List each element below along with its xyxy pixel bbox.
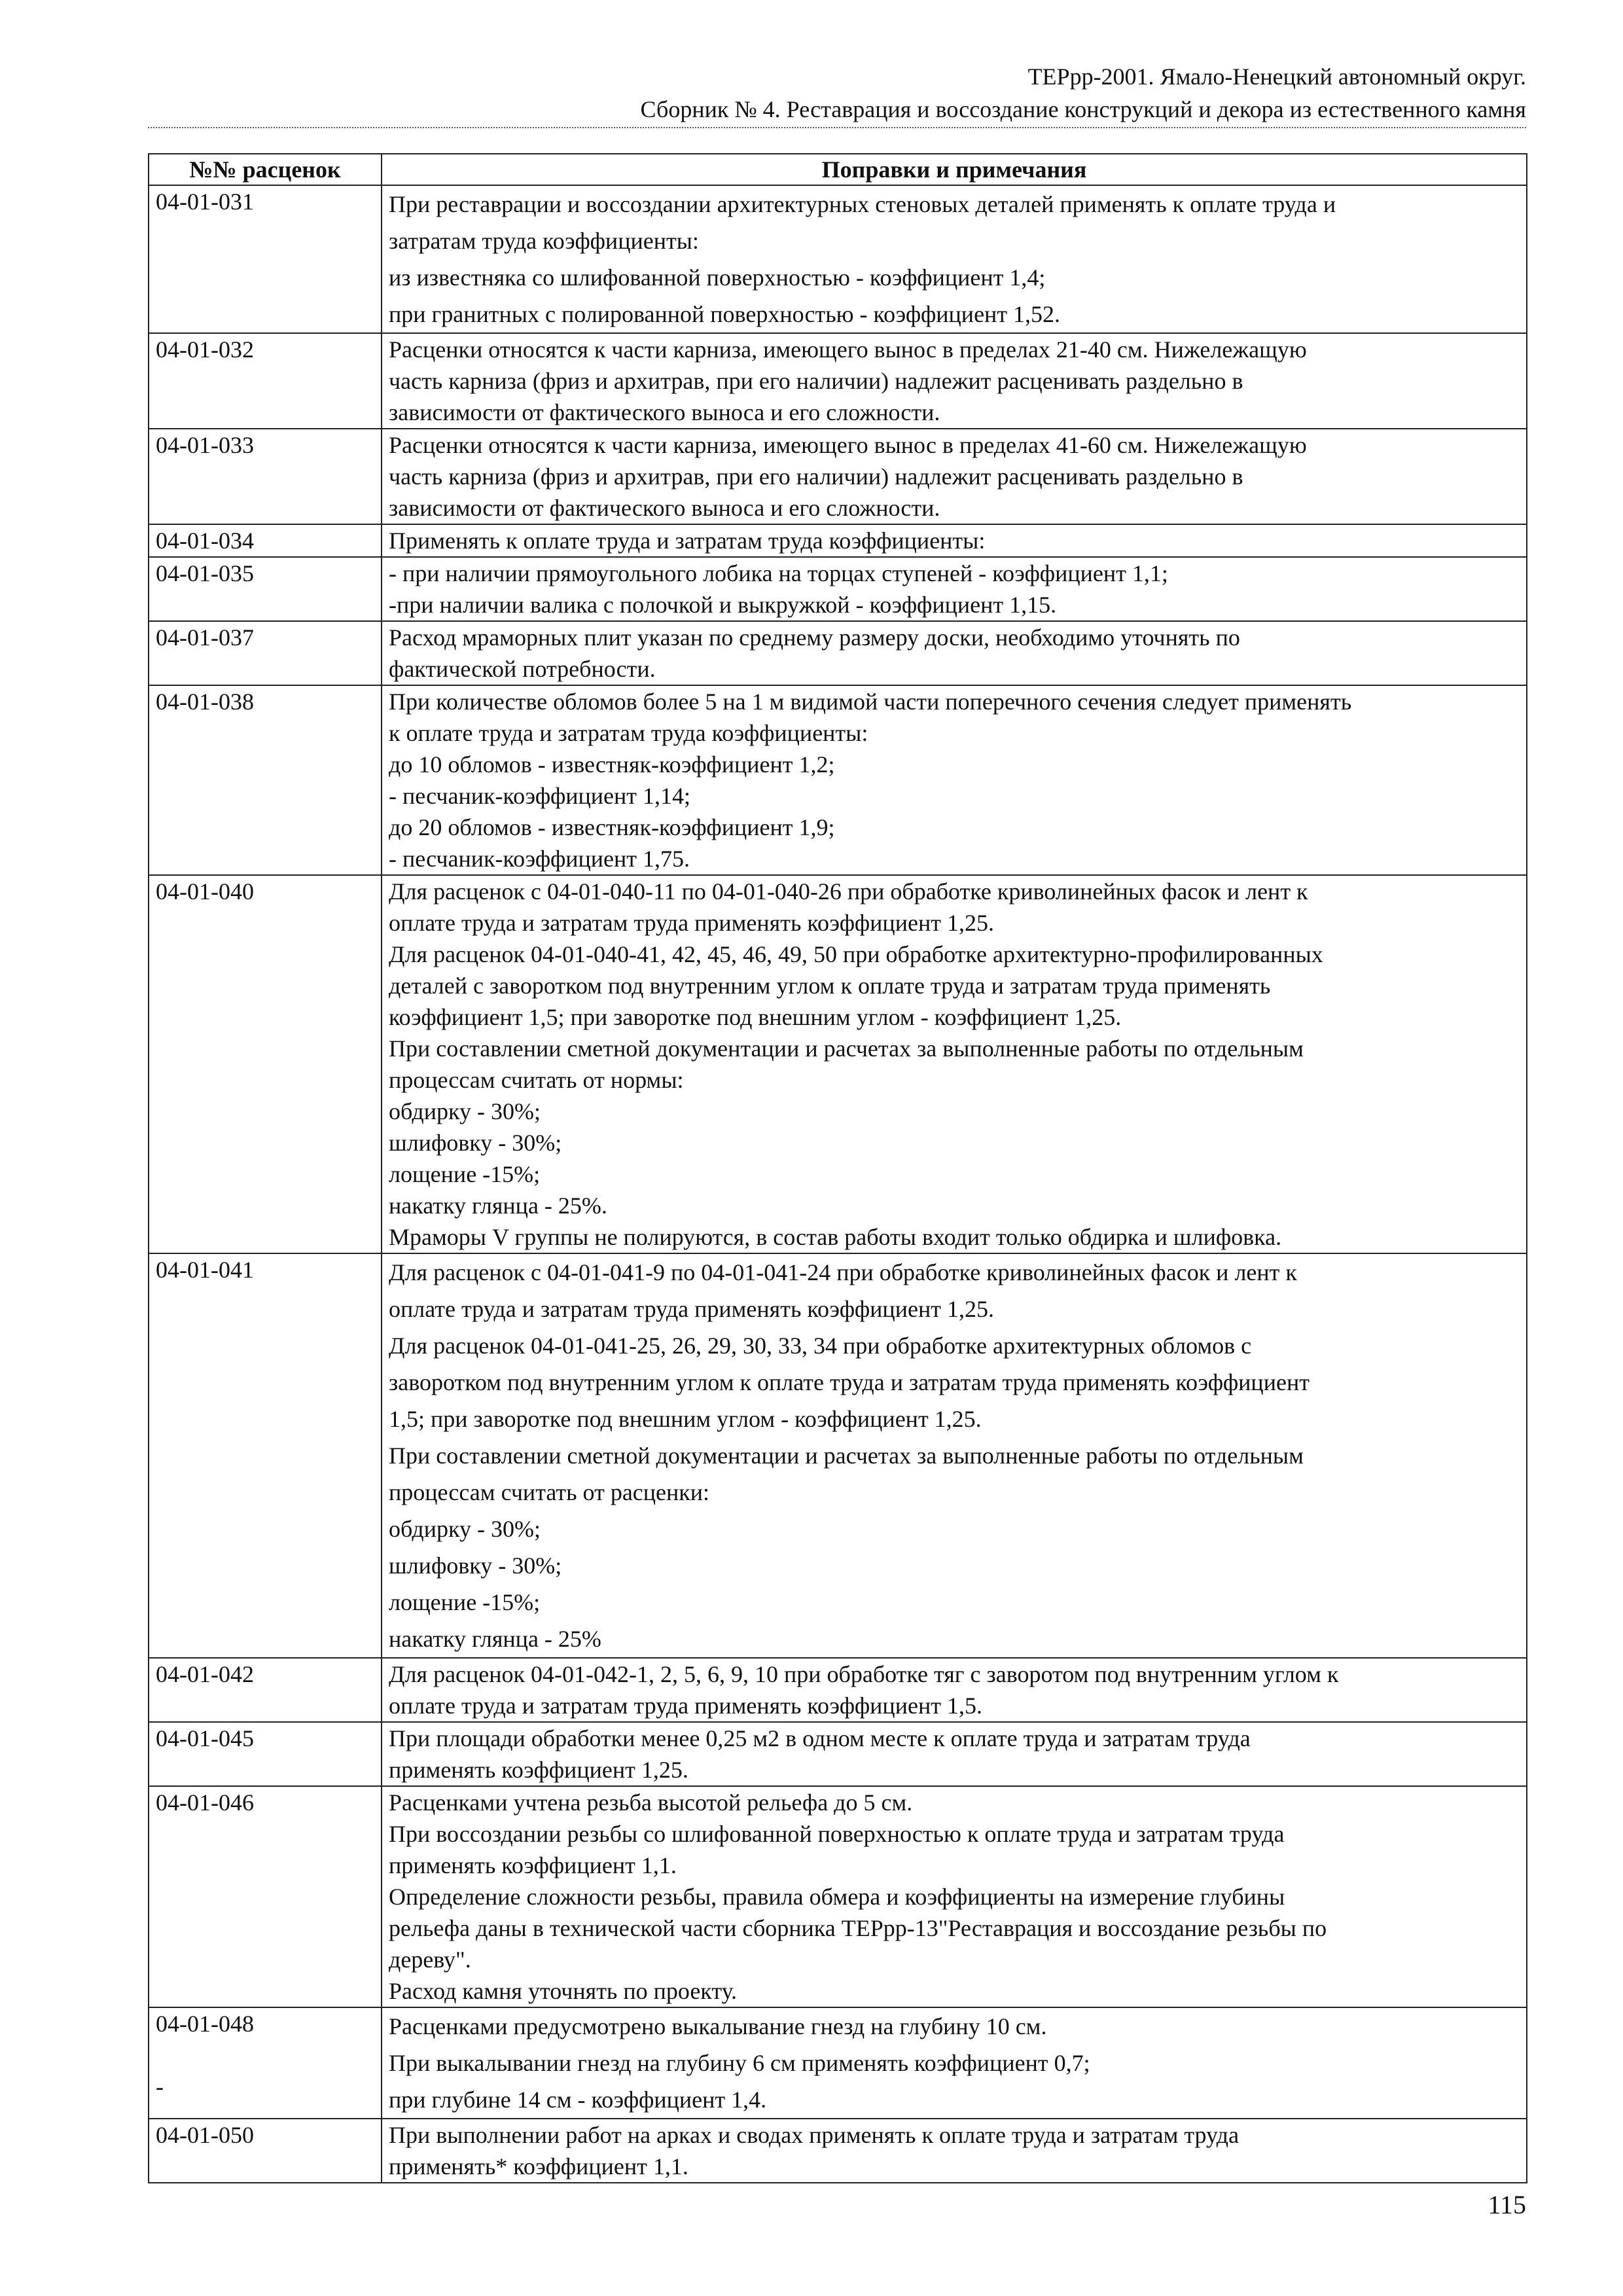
table-row xyxy=(149,2119,1527,2183)
note-line: Для расценок 04-01-042-1, 2, 5, 6, 9, 10 при обработке тяг с заворотом под внутренним углом к xyxy=(389,1661,1339,1687)
rate-code-cell xyxy=(149,2119,382,2183)
rate-notes-cell xyxy=(382,1786,1527,2007)
note-line: Определение сложности резьбы, правила обмера и коэффициенты на измерение глубины xyxy=(389,1884,1285,1910)
rate-code: 04-01-038 xyxy=(156,689,254,715)
table-row xyxy=(149,333,1527,429)
rate-code-cell xyxy=(149,1722,382,1786)
header-subtitle: Сборник № 4. Реставрация и воссоздание конструкций и декора из естественного камня xyxy=(640,96,1526,122)
table-row xyxy=(149,185,1527,333)
column-header-notes: Поправки и примечания xyxy=(382,154,1527,185)
rate-code-cell xyxy=(149,621,382,685)
table-row xyxy=(149,557,1527,621)
rate-notes-cell xyxy=(382,621,1527,685)
rate-code-cell xyxy=(149,685,382,875)
note-line: зависимости от фактического выноса и его сложности. xyxy=(389,495,940,521)
note-line: Для расценок 04-01-041-25, 26, 29, 30, 33, 34 при обработке архитектурных обломов с xyxy=(389,1333,1252,1359)
note-line: накатку глянца - 25% xyxy=(389,1626,601,1652)
rate-code: 04-01-046 xyxy=(156,1789,254,1816)
table-row xyxy=(149,685,1527,875)
rate-notes-cell xyxy=(382,2007,1527,2119)
note-line: - при наличии прямоугольного лобика на торцах ступеней - коэффициент 1,1; xyxy=(389,560,1168,586)
rate-notes-cell xyxy=(382,429,1527,524)
page-header xyxy=(148,60,1526,126)
header-title: ТЕРрр-2001. Ямало-Ненецкий автономный округ. xyxy=(1027,63,1526,90)
table-row xyxy=(149,1722,1527,1786)
note-line: При составлении сметной документации и расчетах за выполненные работы по отдельным xyxy=(389,1035,1304,1062)
rate-notes-cell xyxy=(382,557,1527,621)
rate-code: 04-01-042 xyxy=(156,1661,254,1687)
note-line: - песчаник-коэффициент 1,14; xyxy=(389,783,691,809)
rate-notes-cell xyxy=(382,2119,1527,2183)
note-line: зависимости от фактического выноса и его сложности. xyxy=(389,399,940,425)
rate-code-dash: - xyxy=(156,2073,164,2100)
note-line: Для расценок с 04-01-041-9 по 04-01-041-24 при обработке криволинейных фасок и лент к xyxy=(389,1259,1297,1285)
note-line: оплате труда и затратам труда применять коэффициент 1,25. xyxy=(389,1296,994,1322)
table-row xyxy=(149,1658,1527,1722)
rates-table xyxy=(148,153,1527,2183)
rate-code-cell xyxy=(149,1658,382,1722)
note-line: дереву". xyxy=(389,1946,471,1973)
note-line: При воссоздании резьбы со шлифованной поверхностью к оплате труда и затратам труда xyxy=(389,1821,1285,1847)
note-line: 1,5; при заворотке под внешним углом - коэффициент 1,25. xyxy=(389,1406,982,1432)
table-row xyxy=(149,429,1527,524)
table-row xyxy=(149,875,1527,1253)
rate-code: 04-01-037 xyxy=(156,624,254,651)
rate-code-cell xyxy=(149,875,382,1253)
note-line: при глубине 14 см - коэффициент 1,4. xyxy=(389,2087,767,2113)
note-line: обдирку - 30%; xyxy=(389,1098,541,1124)
note-line: При составлении сметной документации и расчетах за выполненные работы по отдельным xyxy=(389,1443,1304,1469)
rate-code: 04-01-031 xyxy=(156,188,254,215)
note-line: процессам считать от расценки: xyxy=(389,1479,710,1505)
note-line: применять* коэффициент 1,1. xyxy=(389,2153,688,2179)
rate-code-cell xyxy=(149,429,382,524)
note-line: Расценками предусмотрено выкалывание гнезд на глубину 10 см. xyxy=(389,2013,1047,2039)
note-line: часть карниза (фриз и архитрав, при его наличии) надлежит расценивать раздельно в xyxy=(389,368,1243,394)
note-line: лощение -15%; xyxy=(389,1589,541,1615)
rate-code-cell xyxy=(149,185,382,333)
rate-code-cell xyxy=(149,1786,382,2007)
table-row xyxy=(149,1786,1527,2007)
note-line: Применять к оплате труда и затратам труда коэффициенты: xyxy=(389,528,986,554)
rate-code: 04-01-048 xyxy=(156,2011,254,2037)
note-line: при гранитных с полированной поверхностью - коэффициент 1,52. xyxy=(389,301,1061,327)
note-line: Расход камня уточнять по проекту. xyxy=(389,1978,737,2004)
rate-code-cell xyxy=(149,1253,382,1658)
rate-notes-cell xyxy=(382,685,1527,875)
note-line: накатку глянца - 25%. xyxy=(389,1193,607,1219)
note-line: заворотком под внутренним углом к оплате труда и затратам труда применять коэффициент xyxy=(389,1369,1310,1395)
note-line: Расход мраморных плит указан по среднему размеру доски, необходимо уточнять по xyxy=(389,624,1240,651)
column-header-code: №№ расценок xyxy=(149,154,382,185)
note-line: применять коэффициент 1,25. xyxy=(389,1757,688,1783)
note-line: Мраморы V группы не полируются, в состав работы входит только обдирка и шлифовка. xyxy=(389,1224,1282,1250)
table-row xyxy=(149,1253,1527,1658)
rate-code: 04-01-040 xyxy=(156,878,254,905)
table-row xyxy=(149,621,1527,685)
note-line: оплате труда и затратам труда применять коэффициент 1,25. xyxy=(389,910,994,936)
rate-code: 04-01-045 xyxy=(156,1725,254,1751)
rate-notes-cell xyxy=(382,185,1527,333)
rate-code: 04-01-033 xyxy=(156,432,254,458)
note-line: к оплате труда и затратам труда коэффициенты: xyxy=(389,720,868,746)
note-line: Для расценок с 04-01-040-11 по 04-01-040-26 при обработке криволинейных фасок и лент к xyxy=(389,878,1308,905)
note-line: При количестве обломов более 5 на 1 м видимой части поперечного сечения следует применять xyxy=(389,689,1352,715)
note-line: коэффициент 1,5; при заворотке под внешним углом - коэффициент 1,25. xyxy=(389,1004,1122,1030)
note-line: применять коэффициент 1,1. xyxy=(389,1852,677,1878)
rate-code-cell xyxy=(149,524,382,557)
note-line: Расценки относятся к части карниза, имеющего вынос в пределах 21-40 см. Нижележащую xyxy=(389,336,1307,363)
note-line: Расценками учтена резьба высотой рельефа до 5 см. xyxy=(389,1789,913,1816)
note-line: часть карниза (фриз и архитрав, при его наличии) надлежит расценивать раздельно в xyxy=(389,463,1243,490)
note-line: При выполнении работ на арках и сводах применять к оплате труда и затратам труда xyxy=(389,2122,1240,2148)
note-line: - песчаник-коэффициент 1,75. xyxy=(389,846,690,872)
note-line: -при наличии валика с полочкой и выкружкой - коэффициент 1,15. xyxy=(389,592,1057,618)
note-line: обдирку - 30%; xyxy=(389,1516,541,1542)
note-line: фактической потребности. xyxy=(389,656,656,682)
note-line: При площади обработки менее 0,25 м2 в одном месте к оплате труда и затратам труда xyxy=(389,1725,1251,1751)
rate-notes-cell xyxy=(382,1658,1527,1722)
rate-code-cell xyxy=(149,2007,382,2119)
rate-code-cell xyxy=(149,557,382,621)
note-line: процессам считать от нормы: xyxy=(389,1067,684,1093)
note-line: лощение -15%; xyxy=(389,1161,541,1187)
rate-notes-cell xyxy=(382,1253,1527,1658)
note-line: деталей с заворотком под внутренним углом к оплате труда и затратам труда применять xyxy=(389,973,1271,999)
table-row xyxy=(149,2007,1527,2119)
rate-notes-cell xyxy=(382,875,1527,1253)
rate-code: 04-01-041 xyxy=(156,1257,254,1283)
table-header-row xyxy=(149,154,1527,185)
header-divider xyxy=(148,127,1526,128)
table-body xyxy=(149,185,1527,2183)
note-line: до 20 обломов - известняк-коэффициент 1,9; xyxy=(389,814,835,840)
rate-notes-cell xyxy=(382,1722,1527,1786)
note-line: шлифовку - 30%; xyxy=(389,1130,562,1156)
rate-notes-cell xyxy=(382,524,1527,557)
note-line: оплате труда и затратам труда применять коэффициент 1,5. xyxy=(389,1693,982,1719)
note-line: рельефа даны в технической части сборника ТЕРрр-13"Реставрация и воссоздание резьбы по xyxy=(389,1915,1327,1941)
note-line: Для расценок 04-01-040-41, 42, 45, 46, 49, 50 при обработке архитектурно-профилированных xyxy=(389,941,1323,967)
rate-code-cell xyxy=(149,333,382,429)
note-line: При реставрации и воссоздании архитектурных стеновых деталей применять к оплате труда и xyxy=(389,191,1336,217)
note-line: до 10 обломов - известняк-коэффициент 1,2; xyxy=(389,751,835,778)
note-line: Расценки относятся к части карниза, имеющего вынос в пределах 41-60 см. Нижележащую xyxy=(389,432,1307,458)
note-line: При выкалывании гнезд на глубину 6 см применять коэффициент 0,7; xyxy=(389,2050,1090,2076)
rate-code: 04-01-050 xyxy=(156,2122,254,2148)
rate-notes-cell xyxy=(382,333,1527,429)
rate-code: 04-01-035 xyxy=(156,560,254,586)
note-line: из известняка со шлифованной поверхностью - коэффициент 1,4; xyxy=(389,264,1046,291)
table-row xyxy=(149,524,1527,557)
page-number: 115 xyxy=(1488,2190,1526,2219)
rate-code: 04-01-032 xyxy=(156,336,254,363)
note-line: шлифовку - 30%; xyxy=(389,1552,562,1579)
rate-code: 04-01-034 xyxy=(156,528,254,554)
note-line: затратам труда коэффициенты: xyxy=(389,228,699,254)
